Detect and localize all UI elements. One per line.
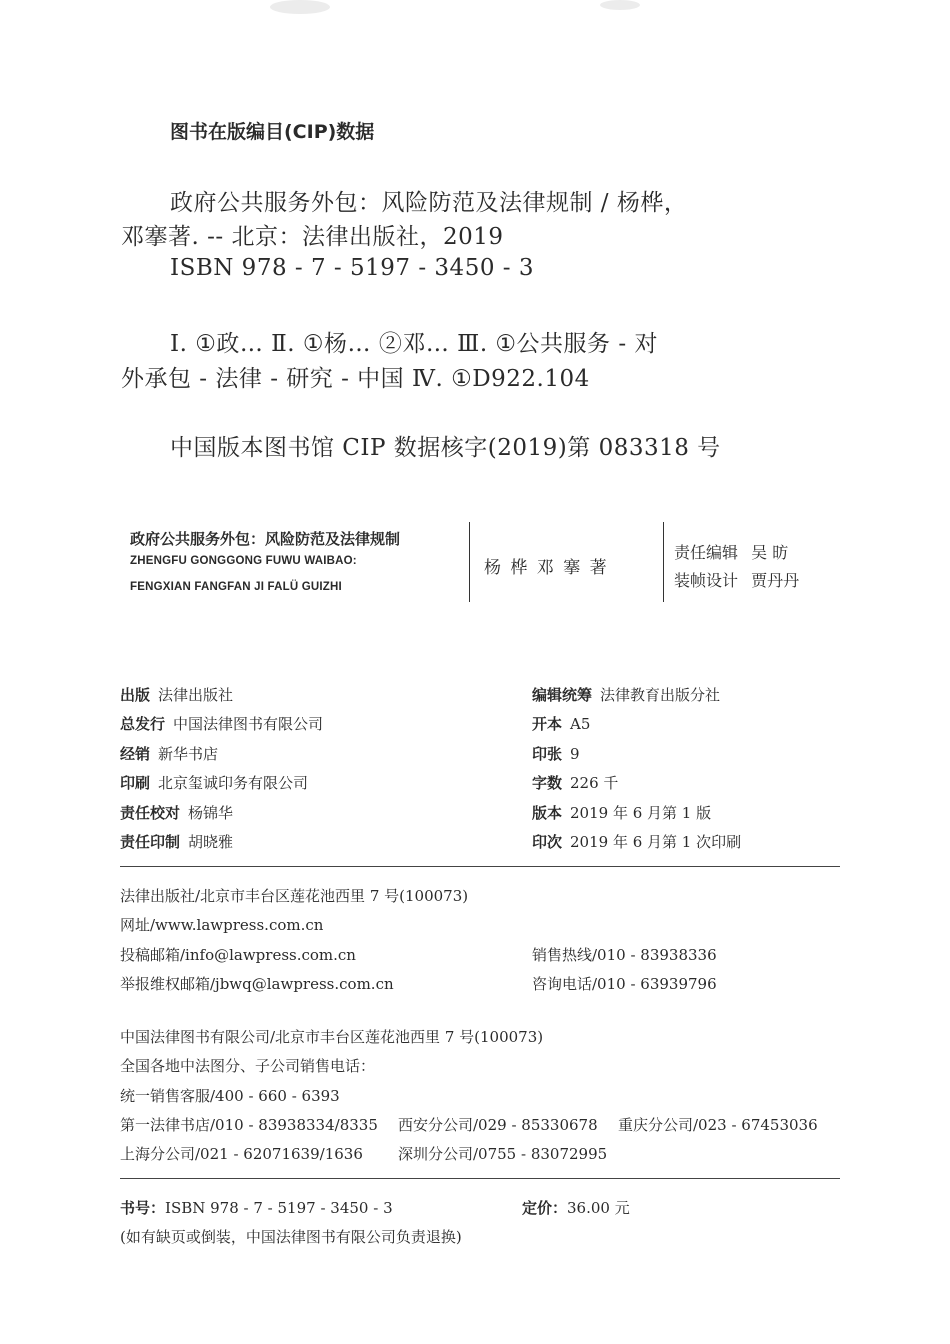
design-line (674, 568, 799, 591)
cip-isbn: ISBN 978 - 7 - 5197 - 3450 - 3 (170, 255, 534, 281)
book-number (120, 1197, 393, 1218)
info-key: 总发行 (120, 715, 166, 733)
info-row (120, 713, 323, 734)
press-website: 网址/www.lawpress.com.cn (120, 916, 324, 934)
info-value: 中国法律图书有限公司 (173, 715, 324, 733)
branch-phone: 重庆分公司/023 - 67453036 (618, 1116, 818, 1134)
info-row (120, 743, 218, 764)
info-key: 印刷 (120, 774, 151, 792)
title-chinese: 政府公共服务外包：风险防范及法律规制 (130, 530, 401, 548)
scan-smudge (600, 0, 640, 10)
info-row (120, 831, 233, 852)
info-row (532, 743, 580, 764)
info-row (120, 684, 233, 705)
info-key: 印次 (532, 833, 563, 851)
info-value: 2019 年 6 月第 1 次印刷 (570, 833, 742, 851)
press-report-email: 举报维权邮箱/jbwq@lawpress.com.cn (120, 975, 394, 993)
title-pinyin-1: ZHENGFU GONGGONG FUWU WAIBAO: (130, 555, 357, 567)
branch-phone: 第一法律书店/010 - 83938334/8335 (120, 1116, 378, 1134)
scan-smudge (270, 0, 330, 14)
book-number-label: 书号： (120, 1199, 166, 1217)
divider (469, 522, 470, 602)
info-row (532, 713, 590, 734)
info-row (532, 772, 618, 793)
info-key: 经销 (120, 745, 151, 763)
info-key: 版本 (532, 804, 563, 822)
authors: 杨 桦 邓 搴 著 (484, 558, 609, 578)
info-value: 9 (570, 745, 580, 763)
info-row (120, 802, 233, 823)
info-key: 责任校对 (120, 804, 181, 822)
cip-title-line: 政府公共服务外包：风险防范及法律规制 / 杨桦， (170, 190, 688, 216)
info-key: 印张 (532, 745, 563, 763)
cip-classification-2: 外承包 - 法律 - 研究 - 中国 Ⅳ. ①D922.104 (121, 366, 590, 392)
info-row (532, 802, 711, 823)
design-label: 装帧设计 (674, 571, 739, 590)
press-address: 法律出版社/北京市丰台区莲花池西里 7 号(100073) (120, 887, 469, 905)
return-notice: (如有缺页或倒装，中国法律图书有限公司负责退换) (120, 1228, 462, 1246)
press-consult-phone: 咨询电话/010 - 63939796 (532, 975, 717, 993)
info-value: 北京玺诚印务有限公司 (158, 774, 309, 792)
info-row (532, 684, 720, 705)
info-value: 胡晓雅 (188, 833, 234, 851)
info-value: 杨锦华 (188, 804, 234, 822)
branches-heading: 全国各地中法图分、子公司销售电话： (120, 1057, 376, 1075)
price-label: 定价： (522, 1199, 568, 1217)
branch-phone: 上海分公司/021 - 62071639/1636 (120, 1145, 363, 1163)
branch-phone: 西安分公司/029 - 85330678 (398, 1116, 598, 1134)
press-submit-email: 投稿邮箱/info@lawpress.com.cn (120, 946, 356, 964)
cip-heading: 图书在版编目(CIP)数据 (170, 121, 375, 143)
cip-author-line: 邓搴著. -- 北京：法律出版社，2019 (121, 224, 504, 250)
editor-value: 吴 昉 (751, 543, 789, 562)
info-value: A5 (570, 715, 591, 733)
info-key: 责任印制 (120, 833, 181, 851)
editor-label: 责任编辑 (674, 543, 739, 562)
info-value: 新华书店 (158, 745, 219, 763)
info-key: 字数 (532, 774, 563, 792)
press-sales-hotline: 销售热线/010 - 83938336 (532, 946, 717, 964)
info-value: 226 千 (570, 774, 619, 792)
price (522, 1197, 630, 1218)
info-value: 法律出版社 (158, 686, 234, 704)
info-key: 出版 (120, 686, 151, 704)
title-pinyin-2: FENGXIAN FANGFAN JI FALÜ GUIZHI (130, 581, 342, 593)
info-row (120, 772, 308, 793)
info-key: 编辑统筹 (532, 686, 593, 704)
divider (663, 522, 664, 602)
sales-service: 统一销售客服/400 - 660 - 6393 (120, 1087, 340, 1105)
price-value: 36.00 元 (567, 1199, 630, 1217)
cip-classification-1: Ⅰ. ①政… Ⅱ. ①杨… ②邓… Ⅲ. ①公共服务 - 对 (170, 331, 658, 357)
info-value: 2019 年 6 月第 1 版 (570, 804, 712, 822)
info-value: 法律教育出版分社 (600, 686, 721, 704)
cip-verification: 中国版本图书馆 CIP 数据核字(2019)第 083318 号 (170, 435, 721, 461)
design-value: 贾丹丹 (751, 571, 800, 590)
divider (120, 1178, 840, 1179)
branch-phone: 深圳分公司/0755 - 83072995 (398, 1145, 608, 1163)
editor-line (674, 540, 788, 563)
divider (120, 866, 840, 867)
distributor-address: 中国法律图书有限公司/北京市丰台区莲花池西里 7 号(100073) (120, 1028, 544, 1046)
book-number-value: ISBN 978 - 7 - 5197 - 3450 - 3 (165, 1199, 393, 1217)
info-key: 开本 (532, 715, 563, 733)
info-row (532, 831, 741, 852)
